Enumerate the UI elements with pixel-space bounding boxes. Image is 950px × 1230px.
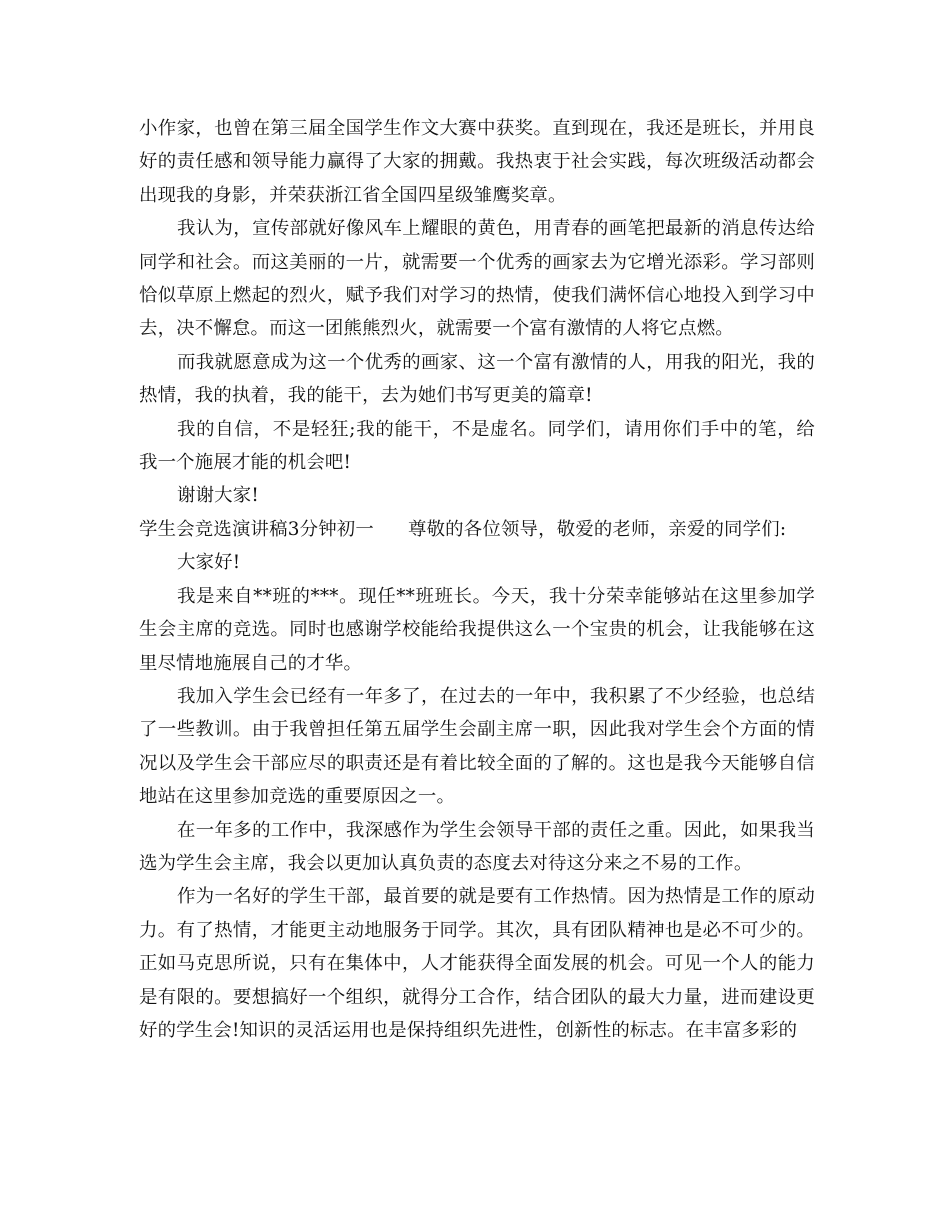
paragraph-2: 我认为，宣传部就好像风车上耀眼的黄色，用青春的画笔把最新的消息传达给同学和社会。而这美丽的一片，就需要一个优秀的画家去为它增光添彩。学习部则恰似草原上燃起的烈火，赋予我们对学习的热情，使我们满怀信心地投入到学习中去，决不懈怠。而这一团熊熊烈火，就需要一个富有激情的人将它点燃。 xyxy=(139,218,815,340)
paragraph-3: 而我就愿意成为这一个优秀的画家、这一个富有激情的人，用我的阳光，我的热情，我的执着，我的能干，去为她们书写更美的篇章! xyxy=(139,351,815,407)
paragraph-1: 小作家，也曾在第三届全国学生作文大赛中获奖。直到现在，我还是班长，并用良好的责任感和领导能力赢得了大家的拥戴。我热衷于社会实践，每次班级活动都会出现我的身影，并荣获浙江省全国四星级雏鹰奖章。 xyxy=(139,118,815,206)
paragraph-4: 我的自信，不是轻狂;我的能干，不是虚名。同学们，请用你们手中的笔，给我一个施展才能的机会吧! xyxy=(139,418,815,474)
paragraph-10: 作为一名好的学生干部，最首要的就是要有工作热情。因为热情是工作的原动力。有了热情，才能更主动地服务于同学。其次，具有团队精神也是必不可少的。正如马克思所说，只有在集体中，人才能获得全面发展的机会。可见一个人的能力是有限的。要想搞好一个组织，就得分工合作，结合团队的最大力量，进而建设更好的学生会!知识的灵活运用也是保持组织先进性，创新性的标志。在丰富多彩的 xyxy=(139,886,815,1041)
paragraph-6: 大家好! xyxy=(177,552,241,574)
section-heading-line xyxy=(139,513,815,546)
paragraph-7: 我是来自**班的***。现任**班班长。今天，我十分荣幸能够站在这里参加学生会主席的竞选。同时也感谢学校能给我提供这么一个宝贵的机会，让我能够在这里尽情地施展自己的才华。 xyxy=(139,585,815,674)
heading-gap xyxy=(374,513,408,546)
section-title: 学生会竞选演讲稿3分钟初一 xyxy=(139,518,374,540)
paragraph-9: 在一年多的工作中，我深感作为学生会领导干部的责任之重。因此，如果我当选为学生会主席，我会以更加认真负责的态度去对待这分来之不易的工作。 xyxy=(139,819,815,874)
paragraph-8: 我加入学生会已经有一年多了，在过去的一年中，我积累了不少经验，也总结了一些教训。由于我曾担任第五届学生会副主席一职，因此我对学生会个方面的情况以及学生会干部应尽的职责还是有着比较全面的了解的。这也是我今天能够自信地站在这里参加竞选的重要原因之一。 xyxy=(139,685,815,808)
paragraph-5: 谢谢大家! xyxy=(177,485,259,507)
section-greeting: 尊敬的各位领导，敬爱的老师，亲爱的同学们: xyxy=(408,518,787,540)
document-body xyxy=(139,112,815,1047)
